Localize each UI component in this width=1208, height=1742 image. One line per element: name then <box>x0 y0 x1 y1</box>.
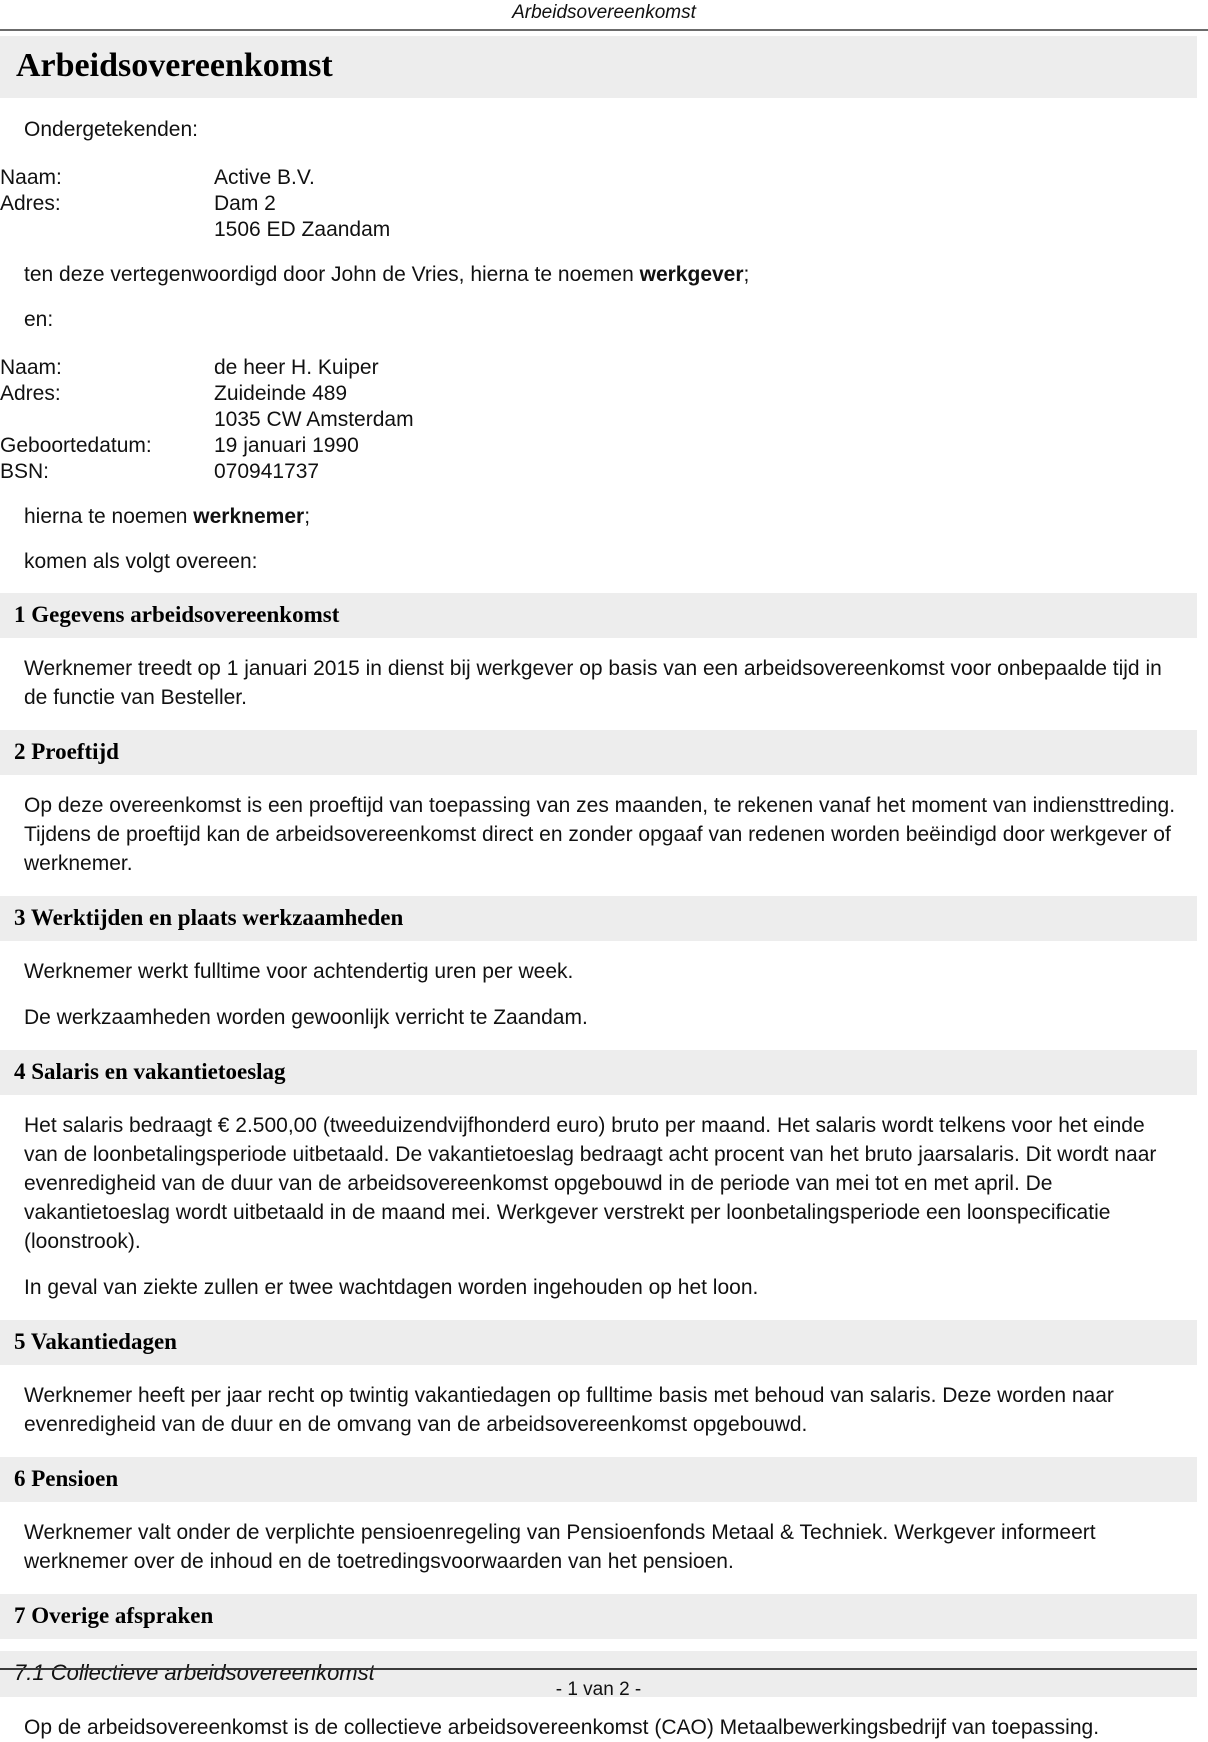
detail-row <box>0 433 414 459</box>
section-2-paragraph-1: Op deze overeenkomst is een proeftijd van toepassing van zes maanden, te rekenen vanaf het moment van indiensttreding. Tijdens de proeftijd kan de arbeidsovereenkomst direct en zonder opgaaf van redenen worden beëindigd door werkgever of werknemer. <box>24 794 1176 875</box>
header-divider <box>0 29 1208 31</box>
detail-value: Active B.V. <box>214 166 315 189</box>
representation-prefix: ten deze vertegenwoordigd door John de Vries, hierna te noemen <box>24 263 640 286</box>
detail-value: 1035 CW Amsterdam <box>214 408 414 431</box>
detail-value: 070941737 <box>214 460 320 483</box>
section-6-paragraph-1: Werknemer valt onder de verplichte pensioenregeling van Pensioenfonds Metaal & Techniek. Werkgever informeert werknemer over de inhoud en de toetredingsvoorwaarden van het pensioen. <box>24 1521 1096 1573</box>
detail-row <box>0 381 414 407</box>
detail-label: Adres: <box>0 382 61 405</box>
detail-value: de heer H. Kuiper <box>214 356 379 379</box>
detail-label: Naam: <box>0 356 62 379</box>
detail-row <box>0 407 414 433</box>
running-header-title: Arbeidsovereenkomst <box>512 2 696 23</box>
section-heading-7: 7 Overige afspraken <box>14 1603 214 1628</box>
detail-label: Geboortedatum: <box>0 434 152 457</box>
section-heading-band-2 <box>0 730 1197 775</box>
employee-details <box>0 355 414 485</box>
section-heading-5: 5 Vakantiedagen <box>14 1329 177 1354</box>
detail-row <box>0 459 414 485</box>
werkgever-term: werkgever <box>639 263 744 286</box>
employer-details <box>0 165 390 243</box>
section-4-paragraph-2: In geval van ziekte zullen er twee wachtdagen worden ingehouden op het loon. <box>24 1276 759 1299</box>
detail-value: Dam 2 <box>214 192 276 215</box>
detail-label <box>0 217 214 243</box>
section-7-1-paragraph-1: Op de arbeidsovereenkomst is de collectieve arbeidsovereenkomst (CAO) Metaalbewerkingsbedrijf van toepassing. <box>24 1716 1100 1739</box>
werknemer-term: werknemer <box>193 505 305 528</box>
section-5-paragraph-1: Werknemer heeft per jaar recht op twintig vakantiedagen op fulltime basis met behoud van salaris. Deze worden naar evenredigheid van de duur en de omvang van de arbeidsovereenkomst opgebouwd. <box>24 1384 1114 1436</box>
section-heading-1: 1 Gegevens arbeidsovereenkomst <box>14 602 340 627</box>
detail-row <box>0 165 390 191</box>
detail-row <box>0 217 390 243</box>
section-4-paragraph-1: Het salaris bedraagt € 2.500,00 (tweeduizendvijfhonderd euro) bruto per maand. Het salaris wordt telkens voor het einde van de loonbetalingsperiode uitbetaald. De vakantietoeslag bedraagt acht procent van het bruto jaarsalaris. Dit wordt naar evenredigheid van de duur van de arbeidsovereenkomst opgebouwd in de periode van mei tot en met april. De vakantietoeslag wordt uitbetaald in de maand mei. Werkgever verstrekt per loonbetalingsperiode een loonspecificatie (loonstrook). <box>24 1114 1157 1253</box>
section-heading-band-1 <box>0 593 1197 638</box>
detail-row <box>0 355 414 381</box>
page-title: Arbeidsovereenkomst <box>16 47 333 84</box>
section-heading-4: 4 Salaris en vakantietoeslag <box>14 1059 286 1084</box>
section-heading-3: 3 Werktijden en plaats werkzaamheden <box>14 905 404 930</box>
section-heading-band-5 <box>0 1320 1197 1365</box>
employer-representation <box>0 262 1208 288</box>
detail-value: Zuideinde 489 <box>214 382 348 405</box>
detail-label: Adres: <box>0 192 61 215</box>
undersigned-label: Ondergetekenden: <box>24 118 198 141</box>
representation-suffix: ; <box>743 263 750 286</box>
section-heading-band-3 <box>0 896 1197 941</box>
section-heading-6: 6 Pensioen <box>14 1466 119 1491</box>
section-heading-band-6 <box>0 1457 1197 1502</box>
agreement-line: komen als volgt overeen: <box>24 550 258 573</box>
detail-label: BSN: <box>0 460 50 483</box>
section-heading-band-4 <box>0 1050 1197 1095</box>
detail-row <box>0 191 390 217</box>
designation-prefix: hierna te noemen <box>24 505 194 528</box>
document-content <box>0 36 1208 1742</box>
detail-value: 19 januari 1990 <box>214 434 359 457</box>
subsection-heading-7-1: 7.1 Collectieve arbeidsovereenkomst <box>14 1660 375 1685</box>
section-1-paragraph-1: Werknemer treedt op 1 januari 2015 in dienst bij werkgever op basis van een arbeidsovereenkomst voor onbepaalde tijd in de functie van Besteller. <box>24 657 1162 709</box>
detail-value: 1506 ED Zaandam <box>214 218 391 241</box>
section-3-paragraph-2: De werkzaamheden worden gewoonlijk verricht te Zaandam. <box>24 1006 588 1029</box>
detail-label <box>0 407 214 433</box>
detail-label: Naam: <box>0 166 62 189</box>
section-heading-band-7 <box>0 1594 1197 1639</box>
page-number: - 1 van 2 - <box>555 1679 642 1700</box>
document-title-band <box>0 36 1197 98</box>
section-heading-2: 2 Proeftijd <box>14 739 119 764</box>
section-3-paragraph-1: Werknemer werkt fulltime voor achtendertig uren per week. <box>24 960 574 983</box>
page-header <box>0 0 1208 30</box>
designation-suffix: ; <box>304 505 311 528</box>
employee-designation <box>0 504 1208 530</box>
page-footer <box>0 1668 1208 1702</box>
conjunction-label: en: <box>24 308 54 331</box>
